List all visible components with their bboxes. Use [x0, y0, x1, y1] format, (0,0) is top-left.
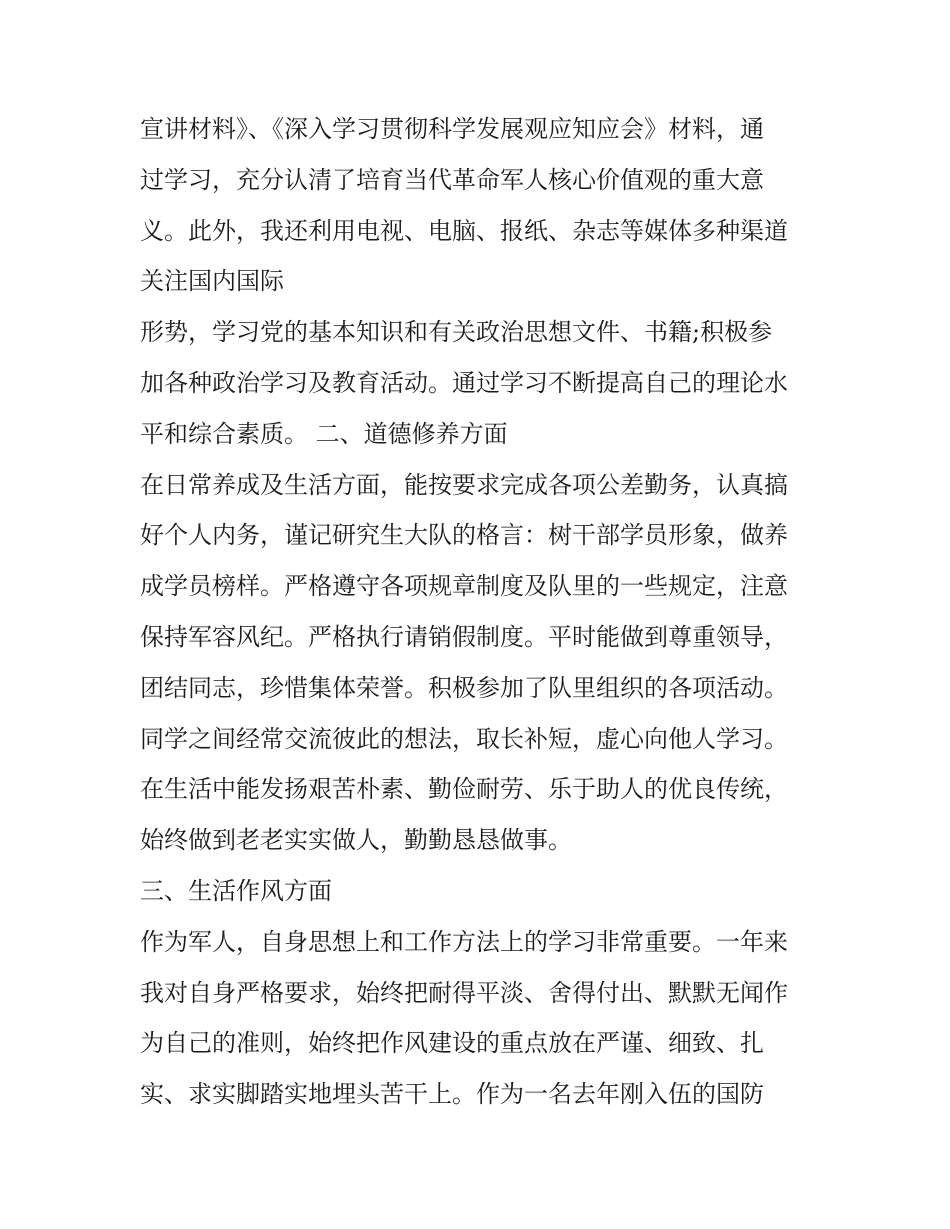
text-line: 义。此外，我还利用电视、电脑、报纸、杂志等媒体多种渠道: [140, 216, 788, 245]
text-line: 过学习，充分认清了培育当代革命军人核心价值观的重大意: [140, 165, 764, 194]
text-line: 关注国内国际: [140, 267, 284, 296]
text-line: 在生活中能发扬艰苦朴素、勤俭耐劳、乐于助人的优良传统，: [140, 775, 788, 804]
text-line: 同学之间经常交流彼此的想法，取长补短，虚心向他人学习。: [140, 724, 788, 753]
text-line: 我对自身严格要求，始终把耐得平淡、舍得付出、默默无闻作: [140, 978, 788, 1007]
section-heading: 三、生活作风方面: [140, 876, 332, 905]
text-line: 始终做到老老实实做人，勤勤恳恳做事。: [140, 826, 572, 855]
text-line: 保持军容风纪。严格执行请销假制度。平时能做到尊重领导，: [140, 622, 788, 651]
text-line: 团结同志，珍惜集体荣誉。积极参加了队里组织的各项活动。: [140, 673, 788, 702]
text-line: 成学员榜样。严格遵守各项规章制度及队里的一些规定，注意: [140, 572, 788, 601]
text-line: 加各种政治学习及教育活动。通过学习不断提高自己的理论水: [140, 368, 788, 397]
section-heading-line: 平和综合素质。 二、道德修养方面: [140, 419, 508, 448]
text-line: 为自己的准则，始终把作风建设的重点放在严谨、细致、扎: [140, 1029, 764, 1058]
text-line: 作为军人，自身思想上和工作方法上的学习非常重要。一年来: [140, 927, 788, 956]
text-line: 宣讲材料》、《深入学习贯彻科学发展观应知应会》材料，通: [140, 115, 764, 143]
text-line: 好个人内务，谨记研究生大队的格言：树干部学员形象，做养: [140, 521, 788, 550]
text-line: 实、求实脚踏实地埋头苦干上。作为一名去年刚入伍的国防: [140, 1080, 764, 1109]
text-line: 形势，学习党的基本知识和有关政治思想文件、书籍;积极参: [140, 318, 773, 347]
body-text: [140, 104, 820, 1120]
text-line: 在日常养成及生活方面，能按要求完成各项公差勤务，认真搞: [140, 470, 788, 499]
